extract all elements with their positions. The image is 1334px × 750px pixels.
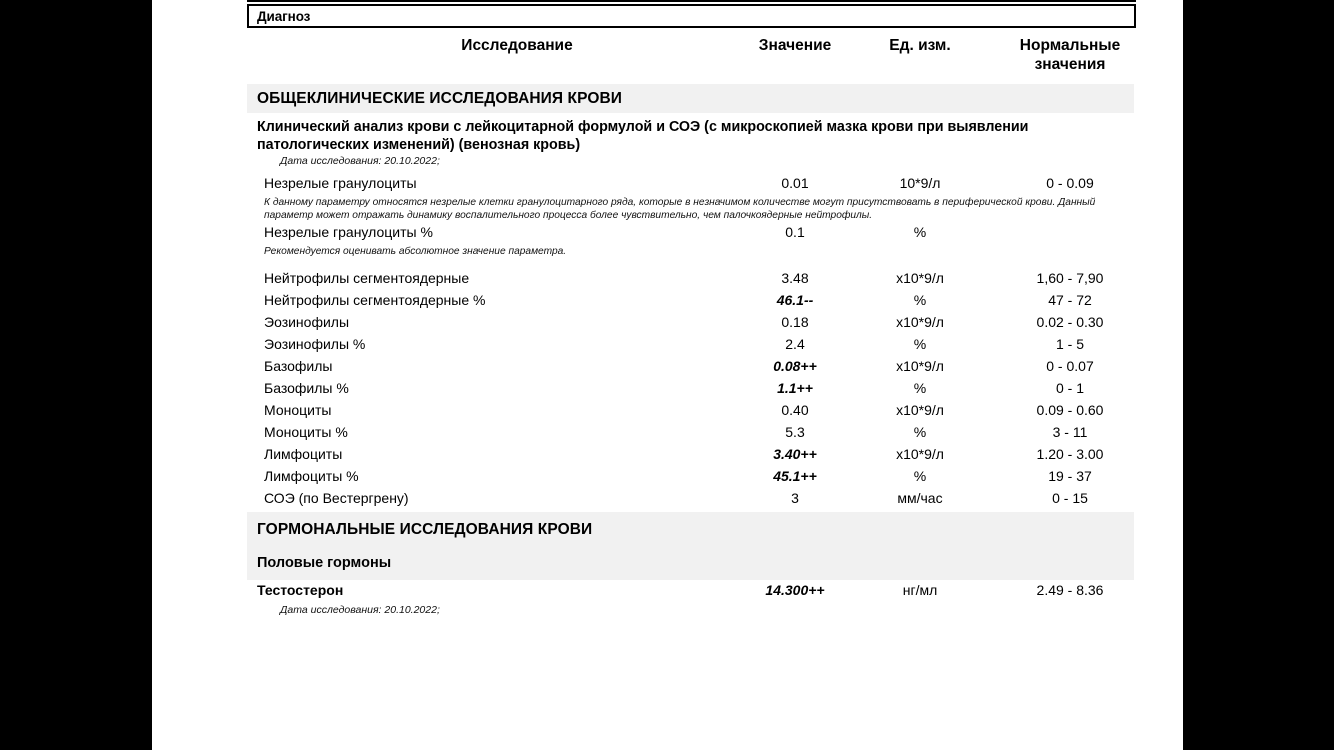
section-title-blood-clinical: ОБЩЕКЛИНИЧЕСКИЕ ИССЛЕДОВАНИЯ КРОВИ [257,90,623,107]
table-row [152,358,1183,380]
column-header-reference [990,36,1150,74]
row-value: 5.3 [785,424,805,440]
row-reference: 1,60 - 7,90 [1036,270,1104,286]
row-unit: % [913,336,927,352]
row-reference: 47 - 72 [1048,292,1092,308]
row-note-immature-granulocytes-pct: Рекомендуется оценивать абсолютное значение параметра. [264,246,567,257]
row-unit: х10*9/л [896,270,944,286]
row-study-name: Эозинофилы [264,314,350,330]
row-unit: х10*9/л [896,314,944,330]
row-unit: х10*9/л [896,358,944,374]
table-row [152,314,1183,336]
row-reference: 0 - 1 [1055,380,1084,396]
table-row [152,270,1183,292]
column-header-study: Исследование [461,37,573,54]
row-study-name: СОЭ (по Вестергрену) [264,490,409,506]
row-value: 0.01 [781,175,809,191]
table-row [152,336,1183,358]
row-study-name: Лимфоциты % [264,468,359,484]
row-unit: % [913,224,927,240]
row-reference: 0 - 0.07 [1046,358,1094,374]
table-row [152,446,1183,468]
panel-date-testosterone: Дата исследования: 20.10.2022; [280,604,440,616]
column-header-reference-line2: значения [1034,56,1106,73]
subsection-title-sex-hormones: Половые гормоны [257,555,392,571]
column-header-reference-line1: Нормальные [1019,37,1121,54]
row-reference: 0.09 - 0.60 [1036,402,1104,418]
row-unit: % [913,468,927,484]
panel-title-cbc: Клинический анализ крови с лейкоцитарной формулой и СОЭ (с микроскопией мазка крови при выявлении патологических изменений) (венозная кровь) [257,119,1029,153]
row-reference: 0 - 0.09 [1046,175,1094,191]
table-row [152,490,1183,512]
row-study-name: Лимфоциты [264,446,343,462]
table-row [152,468,1183,490]
row-study-name: Незрелые гранулоциты [264,175,417,191]
row-unit: нг/мл [902,582,938,598]
table-row [152,175,1183,197]
row-value: 2.4 [785,336,805,352]
table-row [152,582,1183,604]
section-title-hormonal: ГОРМОНАЛЬНЫЕ ИССЛЕДОВАНИЯ КРОВИ [257,521,593,538]
row-unit: мм/час [897,490,943,506]
frame-top-stub [247,0,1136,2]
report-page [152,0,1183,750]
row-study-name: Эозинофилы % [264,336,366,352]
column-header-unit: Ед. изм. [889,37,951,54]
row-unit: х10*9/л [896,446,944,462]
row-study-name: Моноциты % [264,424,348,440]
row-reference: 3 - 11 [1052,424,1088,440]
table-row [152,292,1183,314]
row-unit: % [913,424,927,440]
row-value: 0.08++ [773,358,817,374]
table-row [152,380,1183,402]
row-reference: 2.49 - 8.36 [1036,582,1104,598]
row-note-immature-granulocytes: К данному параметру относятся незрелые клетки гранулоцитарного ряда, которые в незначимом количестве могут присутствовать в периферической крови. Данный параметр может отражать динамику воспалительного процесса более чувствительно, чем палочкоядерные нейтрофилы. [264,197,1096,221]
row-study-name: Нейтрофилы сегментоядерные % [264,292,486,308]
row-study-name: Нейтрофилы сегментоядерные [264,270,470,286]
row-reference: 1 - 5 [1055,336,1084,352]
row-value: 14.300++ [765,582,825,598]
diagnosis-label: Диагноз [257,9,311,24]
row-study-name: Базофилы [264,358,333,374]
row-value: 3.40++ [773,446,817,462]
row-study-name: Моноциты [264,402,332,418]
row-unit: 10*9/л [899,175,941,191]
row-study-name: Тестостерон [257,582,344,598]
row-value: 45.1++ [773,468,817,484]
row-unit: % [913,292,927,308]
row-reference: 19 - 37 [1048,468,1092,484]
row-value: 0.40 [781,402,809,418]
row-unit: % [913,380,927,396]
row-study-name: Базофилы % [264,380,349,396]
row-reference: 1.20 - 3.00 [1036,446,1104,462]
row-study-name: Незрелые гранулоциты % [264,224,433,240]
row-value: 46.1-- [776,292,814,308]
column-header-value: Значение [758,37,832,54]
row-unit: х10*9/л [896,402,944,418]
row-reference: 0.02 - 0.30 [1036,314,1104,330]
table-row [152,424,1183,446]
table-column-headers [152,36,1183,80]
row-value: 3.48 [781,270,809,286]
panel-date-cbc: Дата исследования: 20.10.2022; [280,155,440,167]
row-value: 1.1++ [777,380,813,396]
row-value: 3 [791,490,799,506]
table-row [152,402,1183,424]
row-reference: 0 - 15 [1052,490,1088,506]
row-value: 0.1 [785,224,805,240]
table-row [152,224,1183,246]
diagnosis-box [247,4,1136,28]
row-value: 0.18 [781,314,809,330]
